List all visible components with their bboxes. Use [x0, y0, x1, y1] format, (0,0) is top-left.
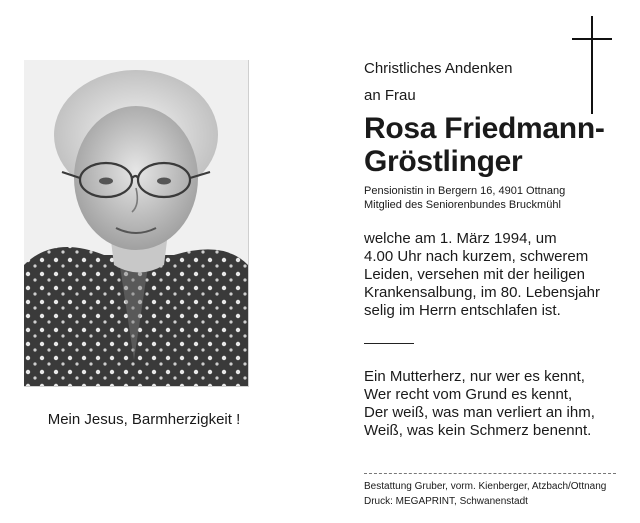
footer-line: Bestattung Gruber, vorm. Kienberger, Atzbach/Ottnang	[364, 481, 607, 492]
divider	[364, 343, 414, 344]
subtitle-line: Mitglied des Seniorenbundes Bruckmühl	[364, 199, 561, 211]
poem	[364, 368, 595, 440]
cross-icon	[568, 16, 616, 114]
subtitle-line: Pensionistin in Bergern 16, 4901 Ottnang	[364, 185, 566, 197]
subtitle	[364, 184, 565, 212]
poem-line: Weiß, was kein Schmerz benennt.	[364, 422, 592, 439]
body-line: 4.00 Uhr nach kurzem, schwerem	[364, 248, 589, 265]
poem-line: Wer recht vom Grund es kennt,	[364, 386, 573, 403]
body-line: welche am 1. März 1994, um	[364, 230, 557, 247]
photo-caption: Mein Jesus, Barmherzigkeit !	[47, 411, 241, 428]
body-line: selig im Herrn entschlafen ist.	[364, 302, 561, 319]
body-line: Krankensalbung, im 80. Lebensjahr	[364, 284, 600, 301]
poem-line: Ein Mutterherz, nur wer es kennt,	[364, 368, 585, 385]
body-line: Leiden, versehen mit der heiligen	[364, 266, 585, 283]
portrait-photo	[24, 60, 249, 387]
intro-line: an Frau	[364, 87, 416, 104]
footer	[364, 479, 606, 509]
intro-line: Christliches Andenken	[364, 60, 513, 77]
footer-line: Druck: MEGAPRINT, Schwanenstadt	[364, 496, 528, 507]
poem-line: Der weiß, was man verliert an ihm,	[364, 404, 595, 421]
death-notice-text	[364, 230, 626, 320]
deceased-name: Rosa Friedmann-Gröstlinger	[364, 112, 605, 178]
footer-divider	[364, 473, 616, 474]
